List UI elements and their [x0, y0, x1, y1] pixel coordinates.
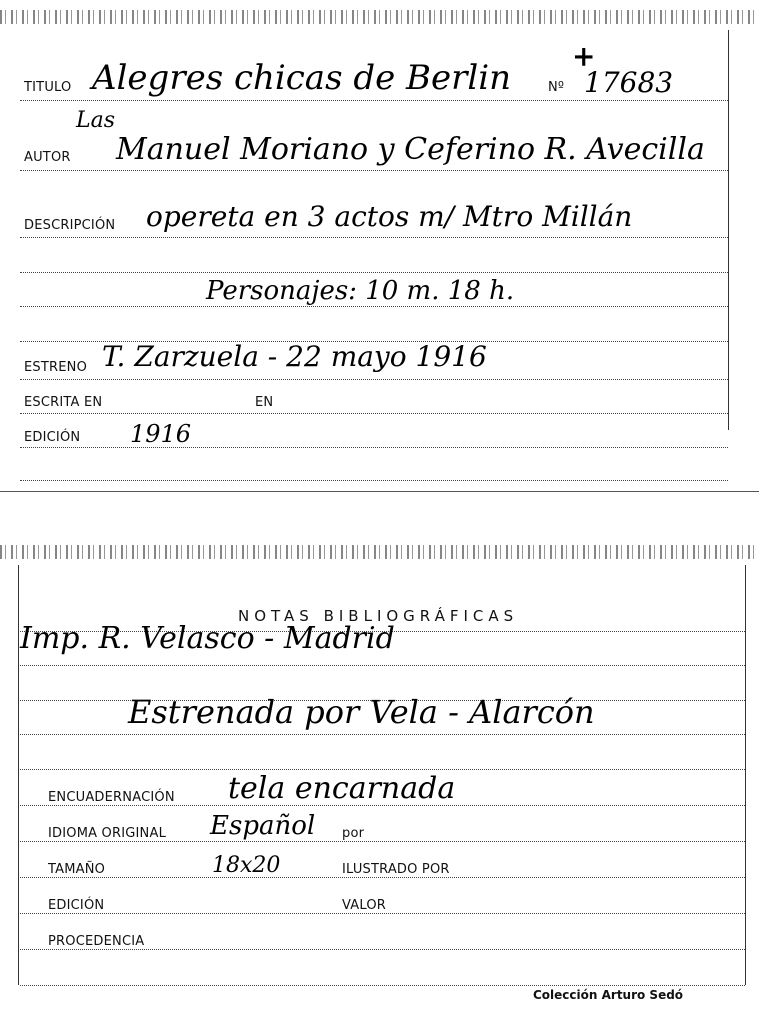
ruled-line: [20, 913, 745, 914]
estreno-label: ESTRENO: [24, 360, 88, 375]
ruled-line: [20, 769, 745, 770]
ruled-line: [20, 100, 728, 101]
edicion-label: EDICIÓN: [24, 430, 81, 445]
por-label: por: [342, 826, 365, 841]
ruled-line: [20, 170, 728, 171]
ruled-line: [20, 447, 728, 448]
ruled-line: [20, 413, 728, 414]
catalog-card-back: [0, 545, 759, 1000]
autor-label: AUTOR: [24, 150, 71, 165]
scan-noise-top: [0, 10, 759, 24]
ruled-line: [20, 379, 728, 380]
ruled-line: [20, 985, 745, 986]
escrita-label: ESCRITA EN: [24, 395, 103, 410]
personajes-value: Personajes: 10 m. 18 h.: [206, 276, 515, 306]
ruled-line: [20, 665, 745, 666]
titulo-value: Alegres chicas de Berlin: [92, 58, 512, 98]
tamano-value: 18x20: [212, 853, 281, 878]
ruled-line: [20, 877, 745, 878]
encuadernacion-value: tela encarnada: [228, 771, 456, 806]
ruled-line: [20, 734, 745, 735]
catalog-card-front: [0, 0, 759, 493]
idioma-label: IDIOMA ORIGINAL: [48, 826, 167, 841]
ruled-line: [20, 949, 745, 950]
ruled-line: [20, 841, 745, 842]
ruled-line: [20, 480, 728, 481]
tamano-label: TAMAÑO: [48, 862, 106, 877]
card-right-border: [745, 565, 746, 985]
descripcion-value: opereta en 3 actos m/ Mtro Millán: [146, 200, 633, 233]
collection-credit: Colección Arturo Sedó: [533, 988, 684, 1002]
card-left-border: [18, 565, 19, 985]
number-value: 17683: [584, 66, 674, 99]
note-imprenta: Imp. R. Velasco - Madrid: [20, 621, 395, 656]
titulo-prefix: Las: [76, 108, 116, 133]
valor-label: VALOR: [342, 898, 386, 913]
ilustrado-label: ILUSTRADO POR: [342, 862, 450, 877]
titulo-label: TITULO: [24, 80, 72, 95]
cross-mark: +: [572, 40, 596, 73]
edicion-value: 1916: [130, 420, 192, 448]
card-right-border: [728, 30, 729, 430]
procedencia-label: PROCEDENCIA: [48, 934, 145, 949]
notas-heading: NOTAS BIBLIOGRÁFICAS: [238, 607, 519, 625]
idioma-value: Español: [210, 811, 316, 841]
ruled-line: [20, 237, 728, 238]
estreno-value: T. Zarzuela - 22 mayo 1916: [102, 340, 487, 373]
encuadernacion-label: ENCUADERNACIÓN: [48, 790, 175, 805]
ruled-line: [20, 272, 728, 273]
autor-value: Manuel Moriano y Ceferino R. Avecilla: [116, 132, 705, 167]
descripcion-label: DESCRIPCIÓN: [24, 218, 116, 233]
en-label: EN: [255, 395, 274, 410]
scan-noise-top: [0, 545, 759, 559]
edicion-label-back: EDICIÓN: [48, 898, 105, 913]
card-bottom-edge: [0, 491, 759, 492]
ruled-line: [20, 306, 728, 307]
number-label: Nº: [548, 80, 565, 95]
note-estrenada: Estrenada por Vela - Alarcón: [128, 693, 595, 731]
